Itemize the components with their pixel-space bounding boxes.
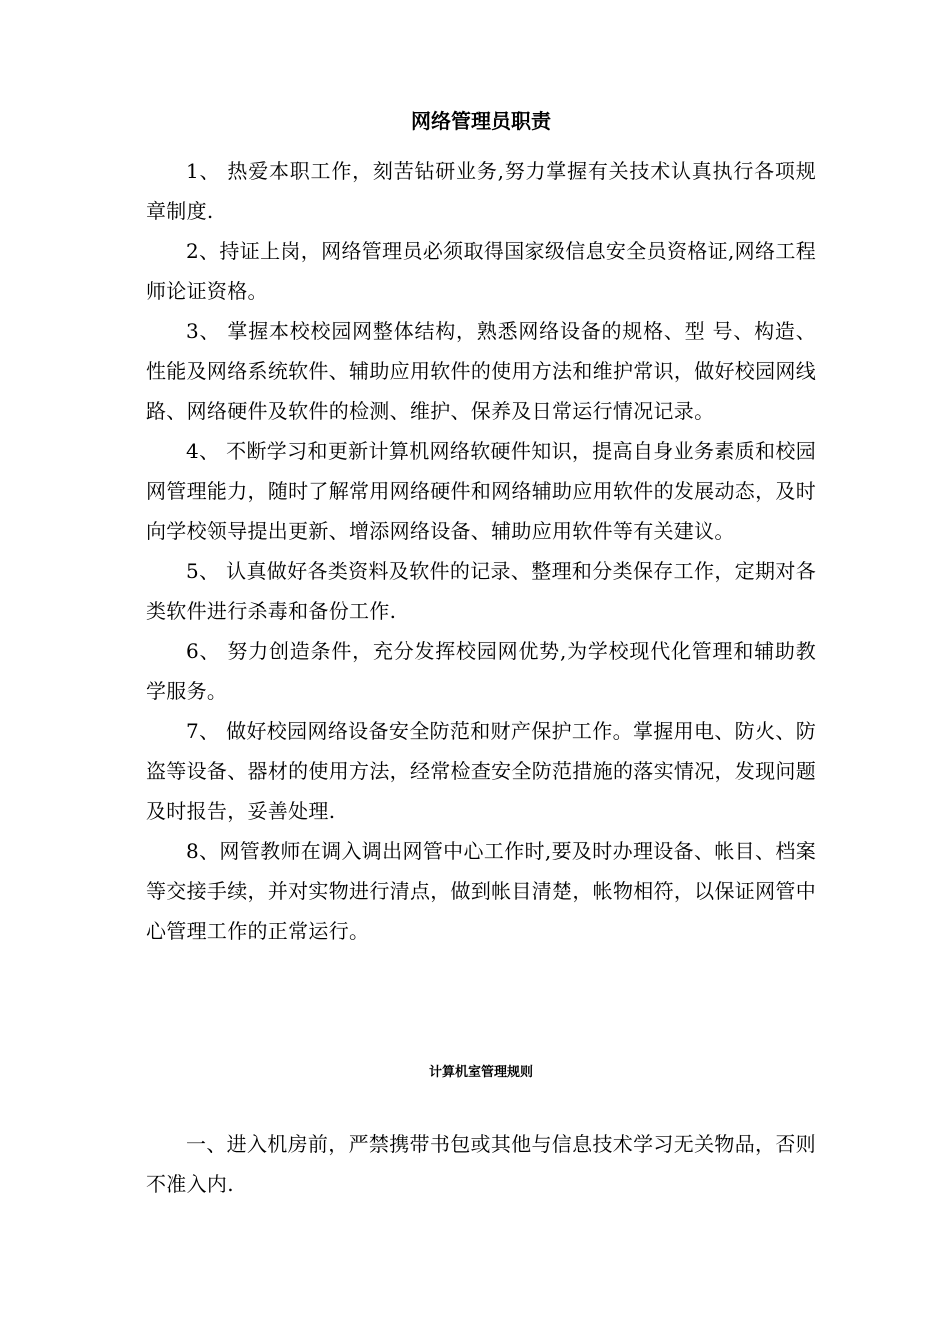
duty-item-6: 6、 努力创造条件，充分发挥校园网优势,为学校现代化管理和辅助教学服务。	[146, 639, 816, 703]
duty-item-5: 5、 认真做好各类资料及软件的记录、整理和分类保存工作，定期对各类软件进行杀毒和备份工作.	[146, 559, 816, 623]
duty-item-7: 7、 做好校园网络设备安全防范和财产保护工作。掌握用电、防火、防盗等设备、器材的使用方法，经常检查安全防范措施的落实情况，发现问题及时报告，妥善处理.	[146, 719, 816, 823]
duty-item-8: 8、网管教师在调入调出网管中心工作时,要及时办理设备、帐目、档案等交接手续，并对实物进行清点，做到帐目清楚，帐物相符，以保证网管中心管理工作的正常运行。	[146, 839, 816, 943]
duty-item-4: 4、 不断学习和更新计算机网络软硬件知识，提高自身业务素质和校园网管理能力，随时了解常用网络硬件和网络辅助应用软件的发展动态，及时向学校领导提出更新、增添网络设备、辅助应用软件等有关建议。	[146, 439, 816, 543]
rule-item-1: 一、进入机房前，严禁携带书包或其他与信息技术学习无关物品，否则不准入内.	[146, 1132, 816, 1196]
duty-item-3: 3、 掌握本校校园网整体结构，熟悉网络设备的规格、型 号、构造、性能及网络系统软件、辅助应用软件的使用方法和维护常识，做好校园网线路、网络硬件及软件的检测、维护、保养及日常运行情况记录。	[146, 319, 816, 423]
duty-item-2: 2、持证上岗，网络管理员必须取得国家级信息安全员资格证,网络工程师论证资格。	[146, 239, 816, 303]
rules-section-title: 计算机室管理规则	[428, 1065, 533, 1080]
duty-item-1: 1、 热爱本职工作，刻苦钻研业务,努力掌握有关技术认真执行各项规章制度.	[146, 159, 816, 223]
duties-list	[146, 151, 816, 951]
rules-list	[146, 1124, 816, 1204]
document-title: 网络管理员职责	[411, 109, 551, 133]
